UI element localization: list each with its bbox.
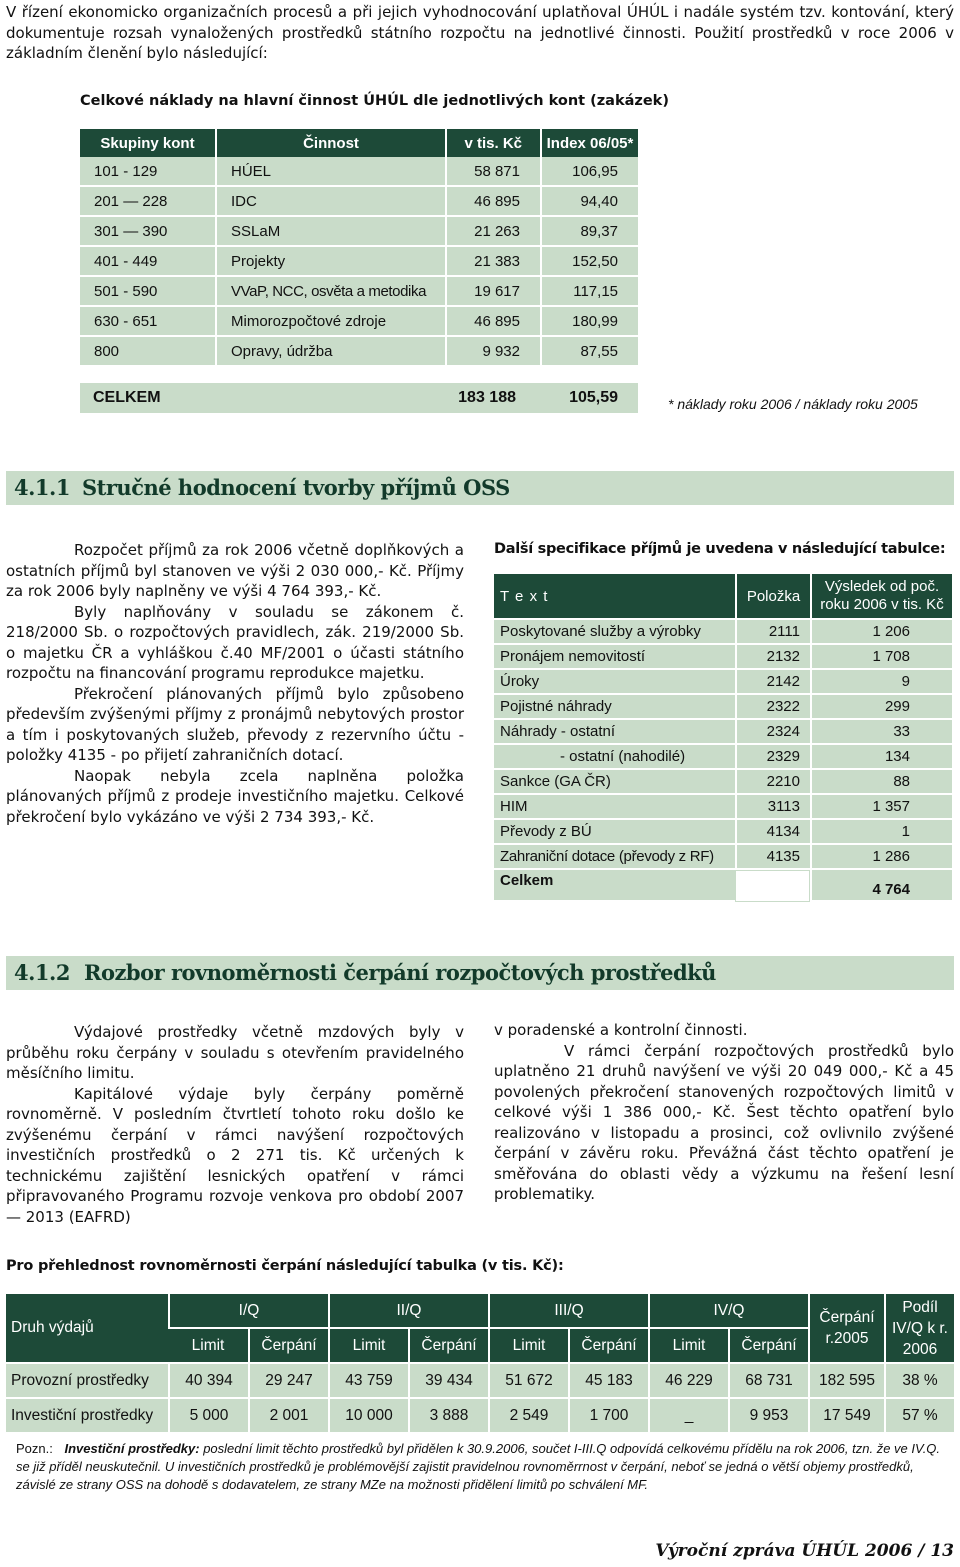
- header-cell: Výsledek od poč. roku 2006 v tis. Kč: [810, 574, 952, 620]
- paragraph: Překročení plánovaných příjmů bylo způsobeno především zvýšenými příjmy z pronájmů nebytových prostor a tím i poskytovaných služeb, převody z rezervního účtu - položky 4135 - po přijetí zahraničních dotací.: [6, 684, 464, 764]
- header-cell: Limit: [648, 1329, 728, 1364]
- table-cell: Náhrady - ostatní: [494, 720, 735, 745]
- paragraph: Naopak nebyla zcela naplněna položka plánovaných příjmů z prodeje investičního majetku. Celkové překročení bylo vykázáno ve výši 2 734 393,- Kč.: [6, 766, 464, 826]
- header-cell: Index 06/05*: [540, 129, 638, 157]
- table-cell: 180,99: [540, 307, 638, 337]
- table-row: [80, 307, 638, 337]
- table-cell: 38 %: [884, 1364, 954, 1399]
- table-cell: 1 708: [810, 645, 952, 670]
- empty-cell: [735, 870, 810, 902]
- table-cell: 2210: [735, 770, 810, 795]
- table-cell: 46 895: [445, 307, 540, 337]
- table-cell: 68 731: [728, 1364, 808, 1399]
- table-cell: 58 871: [445, 157, 540, 187]
- header-cell: Čerpání: [568, 1329, 648, 1364]
- header-cell: II/Q: [328, 1294, 488, 1329]
- costs-total-row: [80, 383, 638, 413]
- header-cell: Druh výdajů: [6, 1294, 168, 1364]
- table-row: [494, 845, 952, 870]
- table-cell: Pojistné náhrady: [494, 695, 735, 720]
- total-value: 4 764: [810, 870, 952, 902]
- table-row: [80, 187, 638, 217]
- table-cell: 39 434: [408, 1364, 488, 1399]
- table-cell: 94,40: [540, 187, 638, 217]
- table-cell: 630 - 651: [80, 307, 215, 337]
- table-row: [494, 820, 952, 845]
- total-label: CELKEM: [93, 389, 161, 406]
- table-cell: 800: [80, 337, 215, 367]
- section-number: 4.1.2: [14, 960, 70, 985]
- section-number: 4.1.1: [14, 475, 70, 500]
- header-cell: Čerpání: [408, 1329, 488, 1364]
- header-cell: Čerpání: [728, 1329, 808, 1364]
- note: [16, 1440, 956, 1494]
- spending-text-left: [6, 1022, 464, 1227]
- table-cell: 21 263: [445, 217, 540, 247]
- table-cell: 3 888: [408, 1399, 488, 1434]
- table-cell: 87,55: [540, 337, 638, 367]
- table-cell: 9: [810, 670, 952, 695]
- table-row: [80, 247, 638, 277]
- table-cell: 1 206: [810, 620, 952, 645]
- table1-title: Celkové náklady na hlavní činnost ÚHÚL dle jednotlivých kont (zakázek): [80, 93, 669, 109]
- table-cell: 46 229: [648, 1364, 728, 1399]
- table-cell: 101 - 129: [80, 157, 215, 187]
- table-row: [80, 337, 638, 367]
- table-cell: Převody z BÚ: [494, 820, 735, 845]
- table-cell: Poskytované služby a výrobky: [494, 620, 735, 645]
- table-cell: 1 286: [810, 845, 952, 870]
- table-cell: Investiční prostředky: [6, 1399, 168, 1434]
- table-cell: 134: [810, 745, 952, 770]
- table-row: [494, 645, 952, 670]
- note-text: poslední limit těchto prostředků byl přidělen k 30.9.2006, součet I-III.Q odpovídá celkovému přídělu na rok 2006, tzn. že ve IV.Q. se již příděl neuskutečnil. U investičních prostředků je problémovější zajistit pravidelnou rovnoměrrnost v čerpání, neboť se jedná o větší objemy prostředků, závislé ze strany OSS na dohodě s dodavatelem, ze strany MZe na možnosti přidělení limitů po schválení MF.: [16, 1441, 941, 1492]
- table-cell: - ostatní (nahodilé): [494, 745, 735, 770]
- total-label: Celkem: [494, 870, 735, 902]
- table-cell: 2 001: [248, 1399, 328, 1434]
- table-cell: 10 000: [328, 1399, 408, 1434]
- table-cell: VVaP, NCC, osvěta a metodika: [215, 277, 445, 307]
- table-cell: 2142: [735, 670, 810, 695]
- table-cell: 89,37: [540, 217, 638, 247]
- table-cell: 301 — 390: [80, 217, 215, 247]
- table-cell: 2329: [735, 745, 810, 770]
- table-cell: 2322: [735, 695, 810, 720]
- table-row: [6, 1399, 954, 1434]
- table-cell: 152,50: [540, 247, 638, 277]
- table-cell: 5 000: [168, 1399, 248, 1434]
- header-cell: IV/Q: [648, 1294, 808, 1329]
- table-row: [80, 277, 638, 307]
- table-cell: 9 953: [728, 1399, 808, 1434]
- table-cell: 21 383: [445, 247, 540, 277]
- table-cell: HIM: [494, 795, 735, 820]
- table-cell: _: [648, 1399, 728, 1434]
- table-cell: Pronájem nemovitostí: [494, 645, 735, 670]
- header-cell: T e x t: [494, 574, 735, 620]
- header-cell: I/Q: [168, 1294, 328, 1329]
- header-cell: Limit: [168, 1329, 248, 1364]
- table-cell: 57 %: [884, 1399, 954, 1434]
- table-row: [494, 620, 952, 645]
- header-cell: Limit: [328, 1329, 408, 1364]
- table-row: [494, 670, 952, 695]
- paragraph: Rozpočet příjmů za rok 2006 včetně doplňkových a ostatních příjmů byl stanoven ve výši 2 030 000,- Kč. Příjmy za rok 2006 byly naplněny ve výši 4 764 393,- Kč.: [6, 541, 464, 600]
- table-cell: Zahraniční dotace (převody z RF): [494, 845, 735, 870]
- header-cell: III/Q: [488, 1294, 648, 1329]
- table-cell: 9 932: [445, 337, 540, 367]
- table-cell: 4134: [735, 820, 810, 845]
- table2-title: Další specifikace příjmů je uvedena v následující tabulce:: [494, 541, 946, 557]
- paragraph: V rámci čerpání rozpočtových prostředků bylo uplatněno 21 druhů navýšení ve výši 20 049 000,- Kč a 45 povolených překročení stanovených rozpočtových limitů v celkové výši 1 386 000,- Kč. Šest těchto opatření bylo realizováno v listopadu a prosinci, což ovlivnilo zvýšené čerpání v závěru roku. Převážná část těchto opatření je směřována do oblasti vědy a výzkumu na řešení lesní problematiky.: [494, 1041, 954, 1203]
- table-cell: Úroky: [494, 670, 735, 695]
- table-cell: 2 549: [488, 1399, 568, 1434]
- table-row: [494, 770, 952, 795]
- income-table: [494, 574, 952, 902]
- header-cell: Činnost: [215, 129, 445, 157]
- table-cell: Opravy, údržba: [215, 337, 445, 367]
- table-cell: 401 - 449: [80, 247, 215, 277]
- header-cell: Podíl IV/Q k r. 2006: [884, 1294, 954, 1364]
- section-heading-4-1-2: [6, 956, 954, 990]
- table-cell: HÚEL: [215, 157, 445, 187]
- intro-text: V řízení ekonomicko organizačních procesů a při jejich vyhodnocování uplatňoval ÚHÚL i nadále systém tzv. kontování, který dokumentuje rozsah vynaložených prostředků státního rozpočtu na jednotlivé činnosti. Použití prostředků v roce 2006 v základním členění bylo následující:: [6, 3, 954, 62]
- table-row: [494, 745, 952, 770]
- table-cell: 19 617: [445, 277, 540, 307]
- table-cell: 117,15: [540, 277, 638, 307]
- table-cell: 46 895: [445, 187, 540, 217]
- table-row: [6, 1364, 954, 1399]
- table-cell: 3113: [735, 795, 810, 820]
- table-row: [494, 720, 952, 745]
- table-cell: 299: [810, 695, 952, 720]
- total-value: 183 188: [458, 389, 516, 406]
- header-cell: Limit: [488, 1329, 568, 1364]
- paragraph: Byly naplňovány v souladu se zákonem č. 218/2000 Sb. o rozpočtových pravidlech, zák. 219/2000 Sb. o majetku ČR a vyhláškou č.40 MF/2001 o účasti státního rozpočtu na financování programu reprodukce majetku.: [6, 602, 464, 682]
- table-cell: Sankce (GA ČR): [494, 770, 735, 795]
- header-cell: Položka: [735, 574, 810, 620]
- note-prefix: Pozn.:: [16, 1441, 53, 1456]
- table-cell: 51 672: [488, 1364, 568, 1399]
- table-cell: 88: [810, 770, 952, 795]
- table-cell: 29 247: [248, 1364, 328, 1399]
- index-footnote: * náklady roku 2006 / náklady roku 2005: [668, 396, 918, 412]
- table-cell: 201 — 228: [80, 187, 215, 217]
- paragraph: Výdajové prostředky včetně mzdových byly v průběhu roku čerpány v souladu s otevřením pravidelného měsíčního limitu.: [6, 1023, 464, 1082]
- paragraph: Kapitálové výdaje byly čerpány poměrně rovnoměrně. V posledním čtvrtletí tohoto roku došlo ke zvýšenému čerpání v rámci navýšení rozpočtových investičních prostředků o 2 271 tis. Kč určených k technickému zajištění lesnických opatření v rámci připravovaného Programu rozvoje venkova pro období 2007 — 2013 (EAFRD): [6, 1084, 464, 1226]
- section-heading-4-1-1: [6, 471, 954, 505]
- intro-paragraph: [6, 2, 954, 64]
- page-footer: Výroční zpráva ÚHÚL 2006 / 13: [655, 1541, 954, 1561]
- spending-text-right: [494, 1020, 954, 1205]
- table-row: [80, 157, 638, 187]
- table-cell: Mimorozpočtové zdroje: [215, 307, 445, 337]
- table-cell: Provozní prostředky: [6, 1364, 168, 1399]
- table-cell: SSLaM: [215, 217, 445, 247]
- table-cell: 4135: [735, 845, 810, 870]
- section-title: Stručné hodnocení tvorby příjmů OSS: [82, 475, 510, 500]
- section-title: Rozbor rovnoměrnosti čerpání rozpočtových prostředků: [84, 960, 716, 985]
- total-index: 105,59: [569, 389, 618, 406]
- header-cell: v tis. Kč: [445, 129, 540, 157]
- header-cell: Čerpání: [248, 1329, 328, 1364]
- table-header-row: [494, 574, 952, 620]
- table-total-row: [494, 870, 952, 902]
- table-cell: 1 357: [810, 795, 952, 820]
- table-cell: 2324: [735, 720, 810, 745]
- table-cell: 43 759: [328, 1364, 408, 1399]
- table-cell: Projekty: [215, 247, 445, 277]
- table-cell: 2132: [735, 645, 810, 670]
- table-cell: 106,95: [540, 157, 638, 187]
- table-cell: 1 700: [568, 1399, 648, 1434]
- header-cell: Čerpání r.2005: [808, 1294, 884, 1364]
- table-cell: 2111: [735, 620, 810, 645]
- table-row: [80, 217, 638, 247]
- table3-title: Pro přehlednost rovnoměrnosti čerpání následující tabulka (v tis. Kč):: [6, 1258, 564, 1274]
- header-cell: Skupiny kont: [80, 129, 215, 157]
- table-row: [494, 795, 952, 820]
- table-cell: 182 595: [808, 1364, 884, 1399]
- table-cell: 40 394: [168, 1364, 248, 1399]
- income-text: [6, 540, 464, 827]
- table-cell: IDC: [215, 187, 445, 217]
- note-bold: Investiční prostředky:: [64, 1441, 200, 1456]
- spending-table: [6, 1294, 954, 1434]
- table-cell: 1: [810, 820, 952, 845]
- table-header-row: [6, 1294, 954, 1329]
- table-row: [494, 695, 952, 720]
- paragraph: v poradenské a kontrolní činnosti.: [494, 1021, 748, 1039]
- table-cell: 501 - 590: [80, 277, 215, 307]
- table-header-row: [80, 129, 638, 157]
- costs-table: [80, 129, 638, 367]
- table-cell: 17 549: [808, 1399, 884, 1434]
- table-cell: 33: [810, 720, 952, 745]
- table-cell: 45 183: [568, 1364, 648, 1399]
